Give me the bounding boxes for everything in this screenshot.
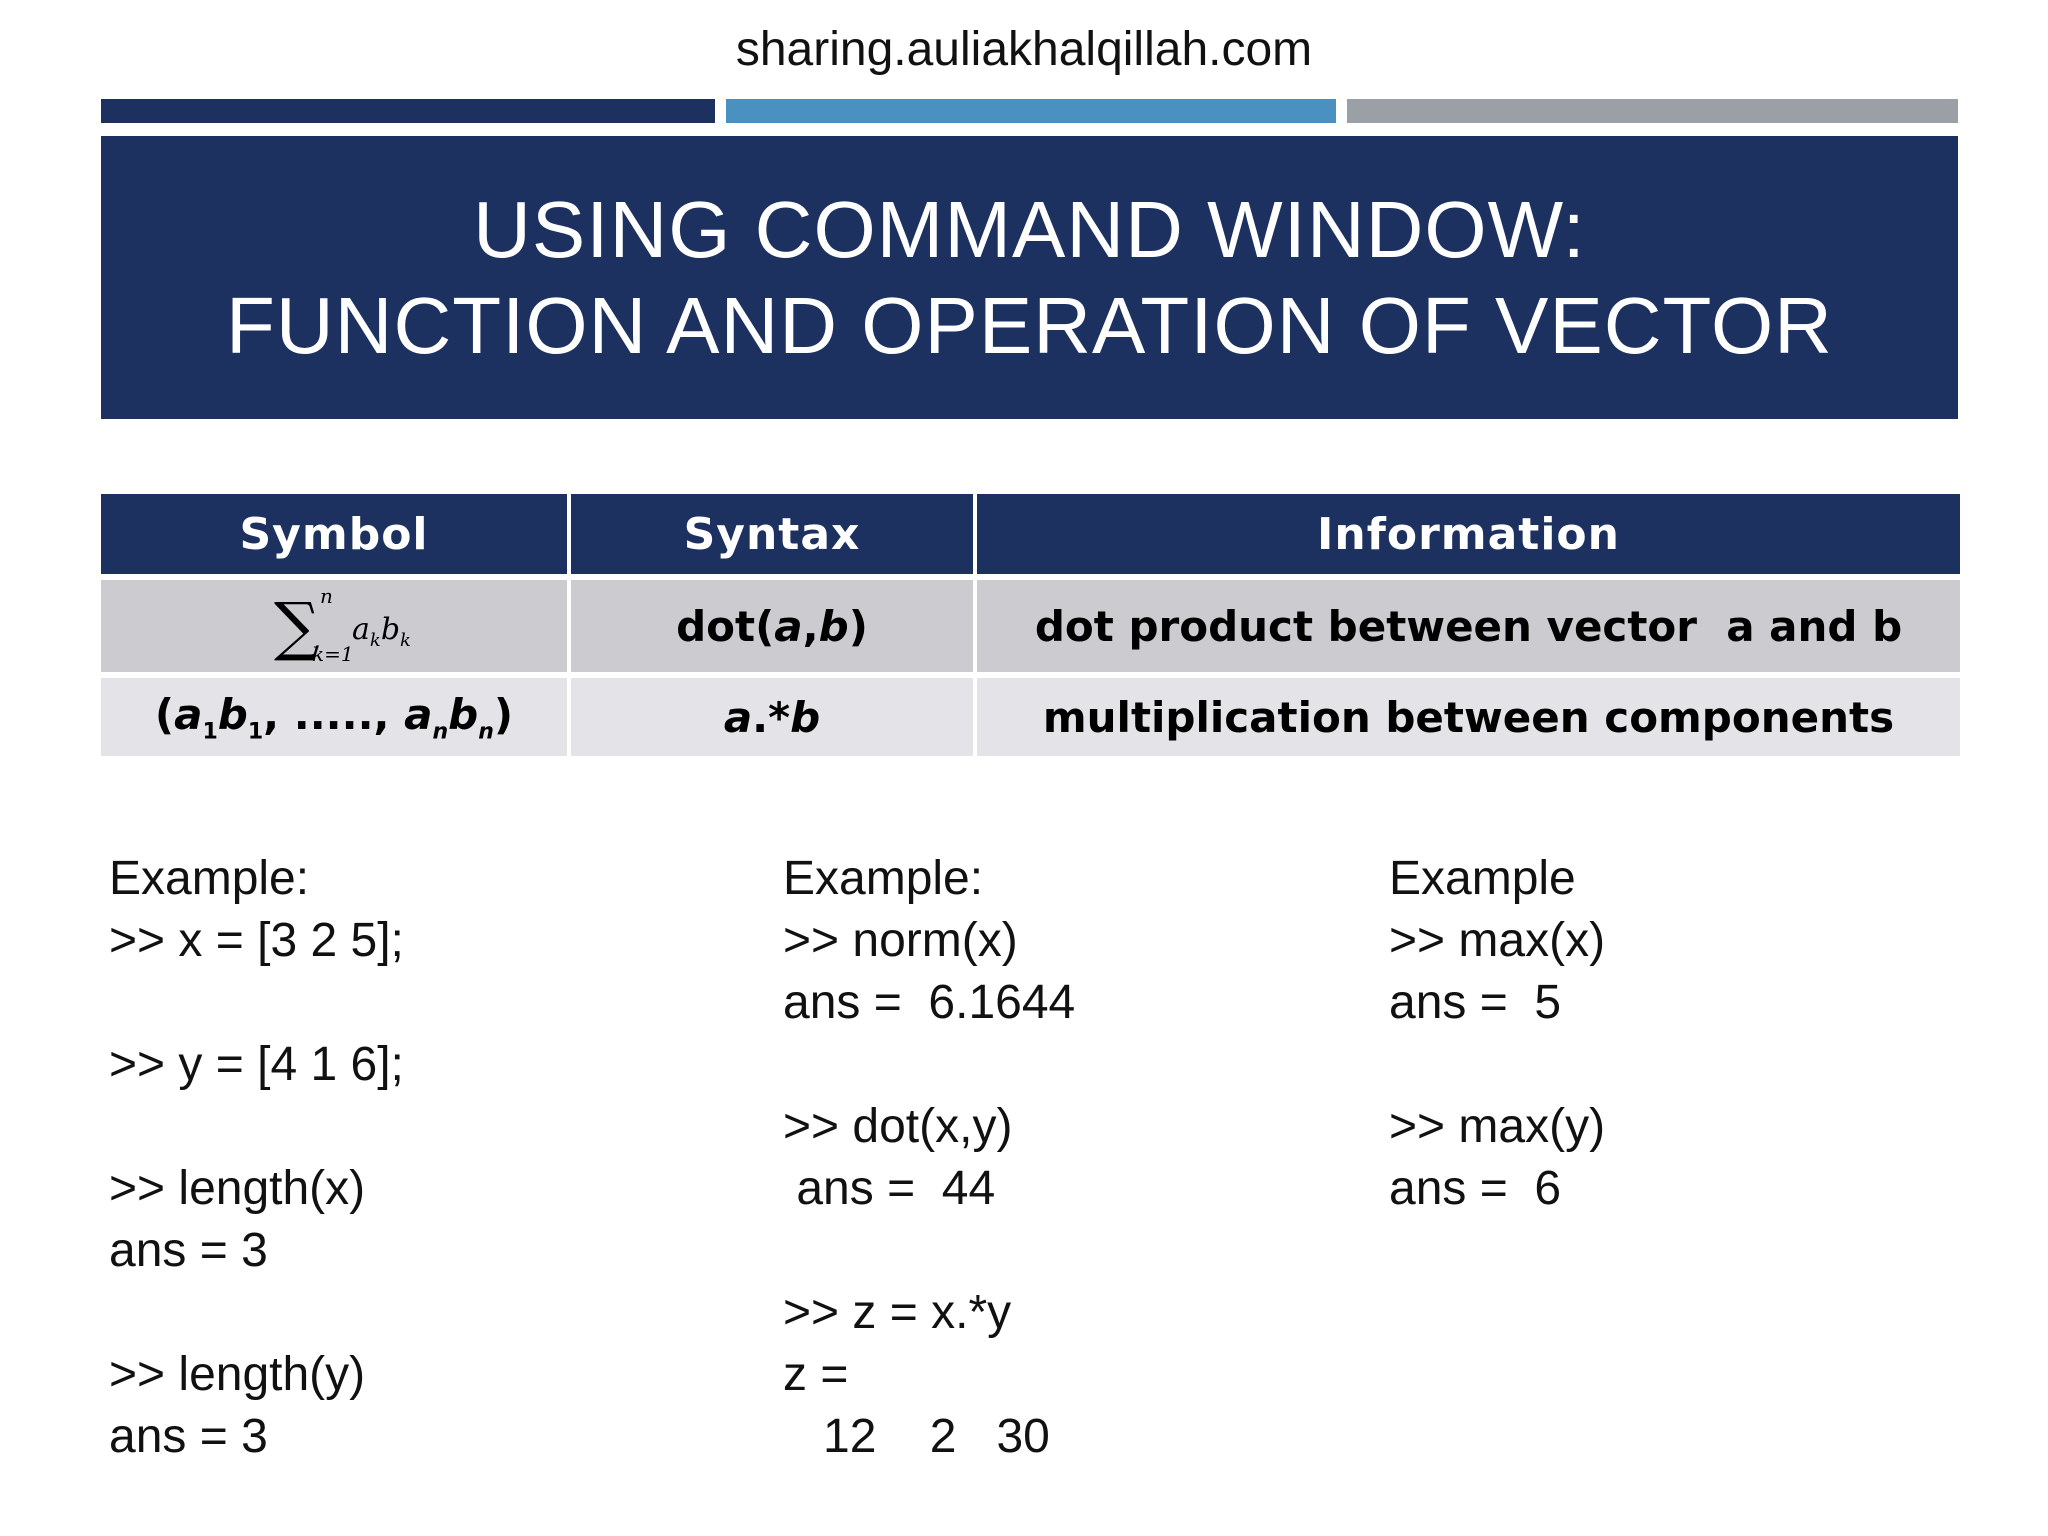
table-header-row <box>101 494 1960 574</box>
header-symbol: Symbol <box>101 494 567 574</box>
example-column-max <box>1389 848 1605 1220</box>
code-line <box>109 1096 404 1158</box>
code-line: >> length(x) <box>109 1162 366 1215</box>
sum-upper-limit: n <box>320 584 333 608</box>
code-line: Example: <box>783 852 984 905</box>
accent-bar-gray <box>1347 99 1958 123</box>
code-line: >> max(y) <box>1389 1100 1606 1153</box>
sum-lower-limit: k=1 <box>312 642 354 666</box>
site-url: sharing.auliakhalqillah.com <box>735 23 1313 76</box>
component-tuple: ($a_1b_1$, ....., $a_nb_n$) <box>154 689 514 745</box>
code-line: ans = 6.1644 <box>783 976 1076 1029</box>
syntax-dot: dot(a,b) <box>676 601 868 651</box>
syntax-cell-elementwise <box>571 678 973 756</box>
accent-bar-blue <box>726 99 1336 123</box>
code-line: >> y = [4 1 6]; <box>109 1038 404 1091</box>
syntax-elementwise: a.*b <box>723 692 821 742</box>
code-line: Example: <box>109 852 310 905</box>
code-line: ans = 3 <box>109 1224 268 1277</box>
code-line: >> dot(x,y) <box>783 1100 1013 1153</box>
sum-term: $a_kb_k$ <box>352 612 411 651</box>
code-line <box>1389 1034 1605 1096</box>
code-line <box>783 1220 1075 1282</box>
code-line: >> x = [3 2 5]; <box>109 914 404 967</box>
code-line: >> z = x.*y <box>783 1286 1012 1339</box>
code-line <box>783 1034 1075 1096</box>
info-cell-dot: dot product between vector a and b <box>977 580 1960 672</box>
code-line: ans = 44 <box>783 1162 996 1215</box>
code-line: >> max(x) <box>1389 914 1606 967</box>
header-information: Information <box>977 494 1960 574</box>
title-banner <box>101 136 1958 419</box>
code-line: 12 2 30 <box>783 1410 1050 1463</box>
table-row <box>101 580 1960 672</box>
symbol-cell-components <box>101 678 567 756</box>
code-line: >> length(y) <box>109 1348 366 1401</box>
title-line-1: USING COMMAND WINDOW: <box>473 184 1586 274</box>
example-column-length <box>109 848 404 1468</box>
code-line: Example <box>1389 852 1576 905</box>
header-syntax: Syntax <box>571 494 973 574</box>
sigma-symbol: ∑ <box>274 590 320 664</box>
code-line: ans = 5 <box>1389 976 1562 1029</box>
example-column-norm-dot <box>783 848 1075 1468</box>
code-line <box>109 972 404 1034</box>
table-row <box>101 678 1960 756</box>
code-line <box>109 1282 404 1344</box>
code-line: z = <box>783 1348 849 1401</box>
code-line: ans = 6 <box>1389 1162 1562 1215</box>
info-cell-elementwise: multiplication between components <box>977 678 1960 756</box>
title-line-2: FUNCTION AND OPERATION OF VECTOR <box>226 280 1833 370</box>
accent-bar-navy <box>101 99 715 123</box>
code-line: ans = 3 <box>109 1410 268 1463</box>
summation-formula <box>254 584 414 668</box>
symbol-cell-summation <box>101 580 567 672</box>
code-line: >> norm(x) <box>783 914 1018 967</box>
syntax-cell-dot <box>571 580 973 672</box>
